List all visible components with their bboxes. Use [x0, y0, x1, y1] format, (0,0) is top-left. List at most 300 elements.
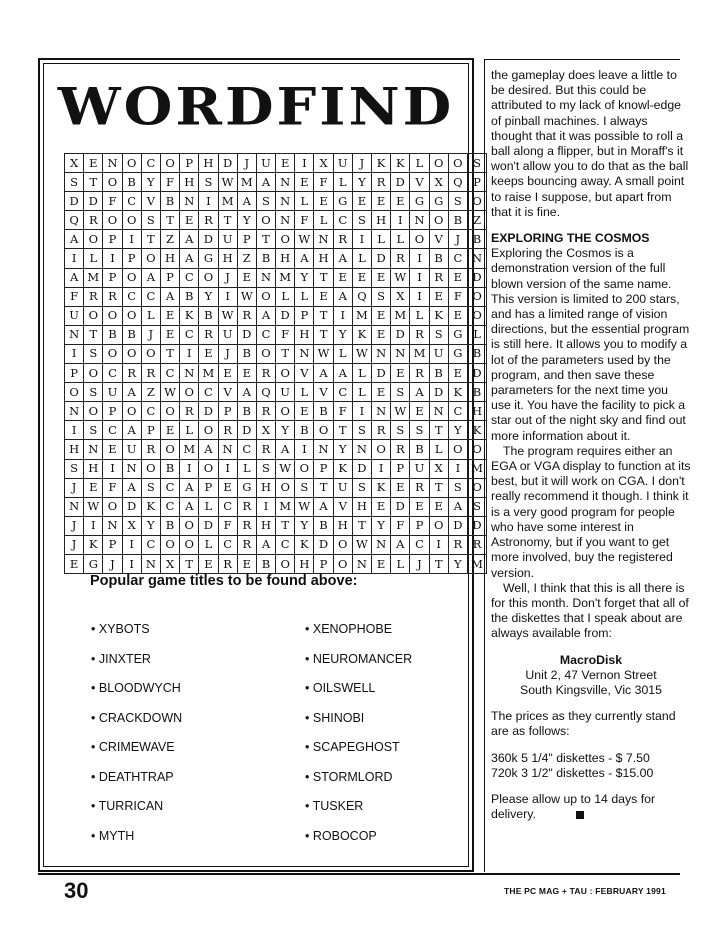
grid-letter: O — [276, 554, 295, 573]
grid-letter: C — [333, 383, 352, 402]
grid-letter: H — [295, 554, 314, 573]
grid-letter: T — [160, 344, 179, 363]
grid-letter: V — [218, 383, 237, 402]
game-title-item: • TUSKER — [305, 798, 412, 828]
grid-letter: O — [314, 421, 333, 440]
grid-letter: G — [199, 249, 218, 268]
grid-letter: D — [237, 421, 256, 440]
grid-letter: I — [65, 344, 84, 363]
grid-letter: U — [429, 344, 448, 363]
grid-letter: E — [448, 364, 467, 383]
game-title-item: • BLOODWYCH — [91, 680, 182, 710]
grid-row — [65, 402, 487, 421]
grid-letter: R — [237, 306, 256, 325]
grid-letter: W — [237, 287, 256, 306]
grid-letter: P — [218, 402, 237, 421]
grid-letter: O — [180, 516, 199, 535]
game-title-item: • XYBOTS — [91, 621, 182, 651]
grid-letter: S — [352, 478, 371, 497]
grid-letter: L — [295, 383, 314, 402]
grid-letter: I — [429, 535, 448, 554]
grid-letter: C — [180, 325, 199, 344]
grid-letter: F — [391, 516, 410, 535]
grid-letter: C — [276, 535, 295, 554]
grid-letter: Q — [448, 173, 467, 192]
grid-letter: C — [448, 249, 467, 268]
grid-letter: D — [467, 268, 486, 287]
grid-letter: R — [84, 287, 103, 306]
grid-letter: E — [199, 344, 218, 363]
grid-letter: V — [141, 192, 160, 211]
grid-letter: N — [352, 440, 371, 459]
footer-rule — [38, 873, 680, 875]
grid-letter: C — [218, 535, 237, 554]
grid-letter: L — [352, 249, 371, 268]
grid-letter: I — [65, 421, 84, 440]
grid-row — [65, 325, 487, 344]
grid-letter: S — [372, 287, 391, 306]
grid-letter: S — [199, 173, 218, 192]
grid-letter: E — [295, 173, 314, 192]
grid-letter: B — [160, 192, 179, 211]
grid-letter: B — [314, 516, 333, 535]
grid-letter: S — [84, 344, 103, 363]
grid-letter: E — [448, 268, 467, 287]
grid-letter: E — [333, 268, 352, 287]
grid-letter: E — [410, 497, 429, 516]
grid-letter: A — [141, 268, 160, 287]
grid-letter: L — [237, 459, 256, 478]
grid-letter: M — [180, 440, 199, 459]
grid-letter: I — [103, 249, 122, 268]
grid-letter: A — [180, 478, 199, 497]
article-paragraph-pinball: the gameplay does leave a little to be desired. But this could be attributed to my lack of knowl-edge of pinball machines. I always thought that it was possible to roll a ball along a flipper, but in Moraff's it won't allow you to do that as the ball keeps bouncing away. A small point to raise I suppose, but apart from that it is fine. — [491, 68, 689, 219]
grid-letter: D — [314, 535, 333, 554]
grid-letter: Y — [333, 440, 352, 459]
grid-letter: L — [276, 287, 295, 306]
grid-letter: M — [199, 364, 218, 383]
grid-letter: Z — [237, 249, 256, 268]
game-title-item: • DEATHTRAP — [91, 769, 182, 799]
grid-letter: O — [141, 249, 160, 268]
grid-letter: K — [180, 306, 199, 325]
grid-letter: G — [84, 554, 103, 573]
grid-letter: T — [141, 230, 160, 249]
grid-letter: R — [237, 516, 256, 535]
grid-letter: D — [218, 154, 237, 173]
grid-letter: R — [372, 421, 391, 440]
grid-letter: N — [467, 249, 486, 268]
grid-letter: E — [199, 554, 218, 573]
grid-letter: S — [467, 497, 486, 516]
grid-letter: S — [429, 325, 448, 344]
grid-row — [65, 497, 487, 516]
grid-letter: L — [199, 497, 218, 516]
grid-letter: O — [256, 287, 275, 306]
grid-letter: E — [295, 402, 314, 421]
grid-letter: S — [448, 478, 467, 497]
grid-letter: O — [84, 402, 103, 421]
grid-letter: O — [256, 211, 275, 230]
grid-letter: L — [391, 554, 410, 573]
grid-letter: K — [352, 325, 371, 344]
grid-letter: A — [333, 287, 352, 306]
grid-letter: A — [410, 383, 429, 402]
grid-letter: F — [103, 192, 122, 211]
grid-letter: A — [180, 230, 199, 249]
grid-letter: S — [141, 211, 160, 230]
game-title-item: • OILSWELL — [305, 680, 412, 710]
grid-letter: B — [429, 249, 448, 268]
article-paragraph-prices: The prices as they currently stand are as follows: — [491, 709, 676, 739]
grid-letter: L — [372, 230, 391, 249]
grid-letter: U — [122, 440, 141, 459]
grid-letter: P — [314, 554, 333, 573]
grid-letter: A — [314, 364, 333, 383]
grid-letter: U — [256, 154, 275, 173]
grid-letter: W — [314, 344, 333, 363]
grid-letter: J — [410, 554, 429, 573]
grid-letter: H — [276, 249, 295, 268]
grid-row — [65, 173, 487, 192]
grid-letter: M — [276, 497, 295, 516]
grid-letter: T — [429, 421, 448, 440]
grid-letter: O — [160, 154, 179, 173]
grid-letter: S — [256, 192, 275, 211]
grid-letter: T — [218, 211, 237, 230]
grid-letter: B — [160, 459, 179, 478]
grid-letter: N — [141, 554, 160, 573]
grid-letter: G — [448, 325, 467, 344]
grid-letter: G — [410, 192, 429, 211]
grid-letter: E — [372, 306, 391, 325]
grid-letter: O — [467, 306, 486, 325]
grid-letter: N — [314, 230, 333, 249]
grid-letter: D — [467, 516, 486, 535]
grid-letter: O — [467, 192, 486, 211]
grid-letter: P — [160, 268, 179, 287]
grid-letter: T — [314, 478, 333, 497]
grid-row — [65, 230, 487, 249]
grid-letter: L — [199, 535, 218, 554]
game-titles-left — [91, 621, 182, 857]
grid-letter: O — [141, 459, 160, 478]
grid-letter: T — [84, 173, 103, 192]
grid-letter: L — [141, 306, 160, 325]
grid-letter: S — [84, 421, 103, 440]
grid-letter: D — [237, 325, 256, 344]
vendor-address-line1: Unit 2, 47 Vernon Street — [525, 667, 657, 682]
grid-letter: W — [218, 306, 237, 325]
grid-letter: K — [141, 497, 160, 516]
grid-letter: O — [122, 154, 141, 173]
grid-letter: E — [372, 325, 391, 344]
grid-letter: H — [218, 249, 237, 268]
grid-letter: P — [199, 478, 218, 497]
grid-letter: R — [429, 268, 448, 287]
grid-row — [65, 287, 487, 306]
grid-letter: G — [237, 478, 256, 497]
game-title-item: • SCAPEGHOST — [305, 739, 412, 769]
grid-letter: D — [276, 306, 295, 325]
game-titles-right — [305, 621, 412, 857]
article-section-heading: EXPLORING THE COSMOS — [491, 231, 650, 246]
grid-letter: E — [429, 497, 448, 516]
game-title-item: • ROBOCOP — [305, 828, 412, 858]
grid-letter: A — [256, 306, 275, 325]
grid-letter: Y — [276, 421, 295, 440]
grid-letter: F — [103, 478, 122, 497]
titles-heading: Popular game titles to be found above: — [90, 573, 358, 589]
grid-letter: T — [314, 325, 333, 344]
grid-letter: O — [256, 344, 275, 363]
wordfind-title: WORDFIND — [57, 76, 455, 138]
grid-letter: C — [103, 421, 122, 440]
grid-letter: B — [103, 325, 122, 344]
grid-letter: A — [256, 173, 275, 192]
grid-letter: J — [448, 230, 467, 249]
grid-letter: R — [372, 173, 391, 192]
grid-letter: O — [160, 440, 179, 459]
grid-letter: O — [467, 287, 486, 306]
grid-row — [65, 268, 487, 287]
grid-letter: Y — [448, 421, 467, 440]
grid-letter: P — [103, 268, 122, 287]
game-title-item: • STORMLORD — [305, 769, 412, 799]
grid-letter: E — [237, 364, 256, 383]
grid-letter: L — [333, 344, 352, 363]
grid-letter: L — [410, 306, 429, 325]
grid-letter: O — [141, 344, 160, 363]
grid-letter: P — [65, 364, 84, 383]
grid-letter: W — [295, 230, 314, 249]
grid-row — [65, 421, 487, 440]
grid-letter: O — [199, 421, 218, 440]
grid-letter: A — [391, 535, 410, 554]
grid-letter: C — [160, 364, 179, 383]
grid-letter: O — [160, 535, 179, 554]
grid-letter: B — [429, 364, 448, 383]
grid-letter: O — [160, 402, 179, 421]
grid-letter: C — [180, 268, 199, 287]
grid-letter: Q — [352, 287, 371, 306]
grid-letter: F — [295, 211, 314, 230]
grid-letter: H — [314, 249, 333, 268]
grid-letter: C — [141, 287, 160, 306]
grid-letter: F — [160, 173, 179, 192]
grid-letter: F — [65, 287, 84, 306]
grid-letter: R — [218, 421, 237, 440]
grid-letter: B — [295, 421, 314, 440]
grid-letter: Z — [160, 230, 179, 249]
grid-letter: E — [218, 478, 237, 497]
grid-letter: O — [180, 535, 199, 554]
grid-letter: I — [199, 192, 218, 211]
grid-letter: K — [333, 459, 352, 478]
grid-letter: G — [333, 192, 352, 211]
grid-letter: I — [352, 402, 371, 421]
grid-letter: O — [180, 383, 199, 402]
grid-letter: O — [199, 459, 218, 478]
grid-letter: E — [410, 402, 429, 421]
grid-letter: I — [352, 230, 371, 249]
grid-letter: A — [122, 421, 141, 440]
grid-letter: E — [314, 192, 333, 211]
grid-letter: S — [65, 459, 84, 478]
grid-letter: O — [372, 440, 391, 459]
grid-letter: I — [65, 249, 84, 268]
grid-letter: T — [180, 554, 199, 573]
grid-letter: R — [256, 364, 275, 383]
grid-letter: Y — [333, 325, 352, 344]
grid-letter: W — [295, 497, 314, 516]
grid-letter: E — [372, 383, 391, 402]
grid-letter: M — [218, 192, 237, 211]
grid-letter: E — [314, 287, 333, 306]
grid-letter: O — [467, 440, 486, 459]
grid-letter: J — [141, 325, 160, 344]
grid-letter: N — [84, 440, 103, 459]
grid-letter: O — [448, 154, 467, 173]
grid-letter: S — [65, 173, 84, 192]
grid-letter: S — [256, 459, 275, 478]
grid-letter: D — [391, 173, 410, 192]
grid-letter: R — [256, 440, 275, 459]
grid-letter: N — [314, 440, 333, 459]
grid-letter: L — [333, 173, 352, 192]
grid-letter: S — [295, 478, 314, 497]
grid-letter: S — [352, 211, 371, 230]
grid-letter: I — [256, 497, 275, 516]
grid-letter: R — [218, 554, 237, 573]
grid-letter: D — [372, 249, 391, 268]
grid-letter: C — [256, 325, 275, 344]
vendor-name: MacroDisk — [559, 652, 623, 667]
grid-letter: E — [84, 478, 103, 497]
grid-letter: U — [333, 478, 352, 497]
grid-letter: Y — [141, 173, 160, 192]
grid-letter: R — [122, 364, 141, 383]
grid-letter: H — [256, 516, 275, 535]
grid-letter: R — [141, 364, 160, 383]
grid-letter: W — [391, 402, 410, 421]
grid-letter: A — [199, 440, 218, 459]
grid-letter: B — [256, 249, 275, 268]
grid-letter: W — [218, 173, 237, 192]
page-number: 30 — [64, 878, 89, 903]
grid-letter: F — [448, 287, 467, 306]
grid-letter: X — [314, 154, 333, 173]
grid-letter: D — [372, 364, 391, 383]
grid-letter: I — [180, 459, 199, 478]
grid-letter: P — [391, 459, 410, 478]
grid-row — [65, 554, 487, 573]
grid-letter: C — [160, 478, 179, 497]
grid-letter: N — [372, 344, 391, 363]
grid-letter: C — [141, 402, 160, 421]
grid-letter: X — [160, 554, 179, 573]
grid-letter: P — [467, 173, 486, 192]
game-title-item: • XENOPHOBE — [305, 621, 412, 651]
grid-letter: I — [410, 249, 429, 268]
grid-row — [65, 459, 487, 478]
grid-letter: T — [352, 516, 371, 535]
grid-letter: E — [103, 440, 122, 459]
grid-letter: B — [199, 306, 218, 325]
article-paragraph-delivery — [491, 792, 691, 822]
grid-letter: R — [333, 230, 352, 249]
grid-letter: A — [237, 383, 256, 402]
article-paragraph-cosmos: Exploring the Cosmos is a demonstration version of the full blown version of the same name. This version is limited to 200 stars, and has a limited range of vision directions, but the essential program is still here. It allows you to modify a lot of the parameters used by the program, and then save these parameters for the next time you use it. You have the facility to pick a star out of the night sky and find out more information about it. — [491, 246, 690, 443]
grid-letter: R — [141, 440, 160, 459]
grid-letter: Y — [372, 516, 391, 535]
grid-letter: I — [410, 268, 429, 287]
grid-letter: E — [237, 554, 256, 573]
grid-letter: B — [180, 287, 199, 306]
column-divider — [484, 59, 485, 872]
grid-letter: C — [448, 402, 467, 421]
grid-letter: N — [372, 402, 391, 421]
grid-letter: S — [84, 383, 103, 402]
grid-letter: N — [180, 364, 199, 383]
grid-letter: P — [295, 306, 314, 325]
grid-letter: Q — [256, 383, 275, 402]
grid-letter: I — [391, 211, 410, 230]
grid-letter: I — [372, 459, 391, 478]
grid-letter: R — [391, 440, 410, 459]
grid-letter: R — [237, 535, 256, 554]
grid-letter: B — [410, 440, 429, 459]
grid-letter: M — [276, 268, 295, 287]
grid-letter: R — [410, 478, 429, 497]
game-title-item: • MYTH — [91, 828, 182, 858]
wordfind-grid — [64, 153, 487, 574]
grid-letter: I — [103, 459, 122, 478]
grid-letter: A — [314, 497, 333, 516]
grid-letter: A — [180, 497, 199, 516]
grid-letter: E — [391, 364, 410, 383]
grid-letter: K — [448, 383, 467, 402]
grid-letter: W — [160, 383, 179, 402]
grid-letter: D — [122, 497, 141, 516]
grid-letter: U — [218, 325, 237, 344]
grid-letter: I — [122, 230, 141, 249]
grid-letter: H — [467, 402, 486, 421]
grid-letter: H — [333, 516, 352, 535]
grid-letter: H — [372, 211, 391, 230]
grid-letter: A — [333, 249, 352, 268]
grid-letter: W — [352, 344, 371, 363]
grid-letter: E — [391, 478, 410, 497]
grid-letter: O — [122, 402, 141, 421]
grid-letter: N — [410, 211, 429, 230]
grid-letter: T — [276, 516, 295, 535]
grid-letter: X — [122, 516, 141, 535]
grid-letter: D — [391, 325, 410, 344]
grid-letter: S — [467, 154, 486, 173]
grid-letter: I — [122, 535, 141, 554]
grid-letter: D — [448, 516, 467, 535]
grid-letter: N — [65, 325, 84, 344]
grid-letter: Q — [65, 211, 84, 230]
grid-letter: D — [199, 516, 218, 535]
grid-letter: X — [429, 173, 448, 192]
grid-letter: V — [333, 497, 352, 516]
grid-letter: J — [352, 154, 371, 173]
grid-letter: T — [429, 554, 448, 573]
grid-letter: T — [276, 344, 295, 363]
grid-letter: N — [65, 402, 84, 421]
